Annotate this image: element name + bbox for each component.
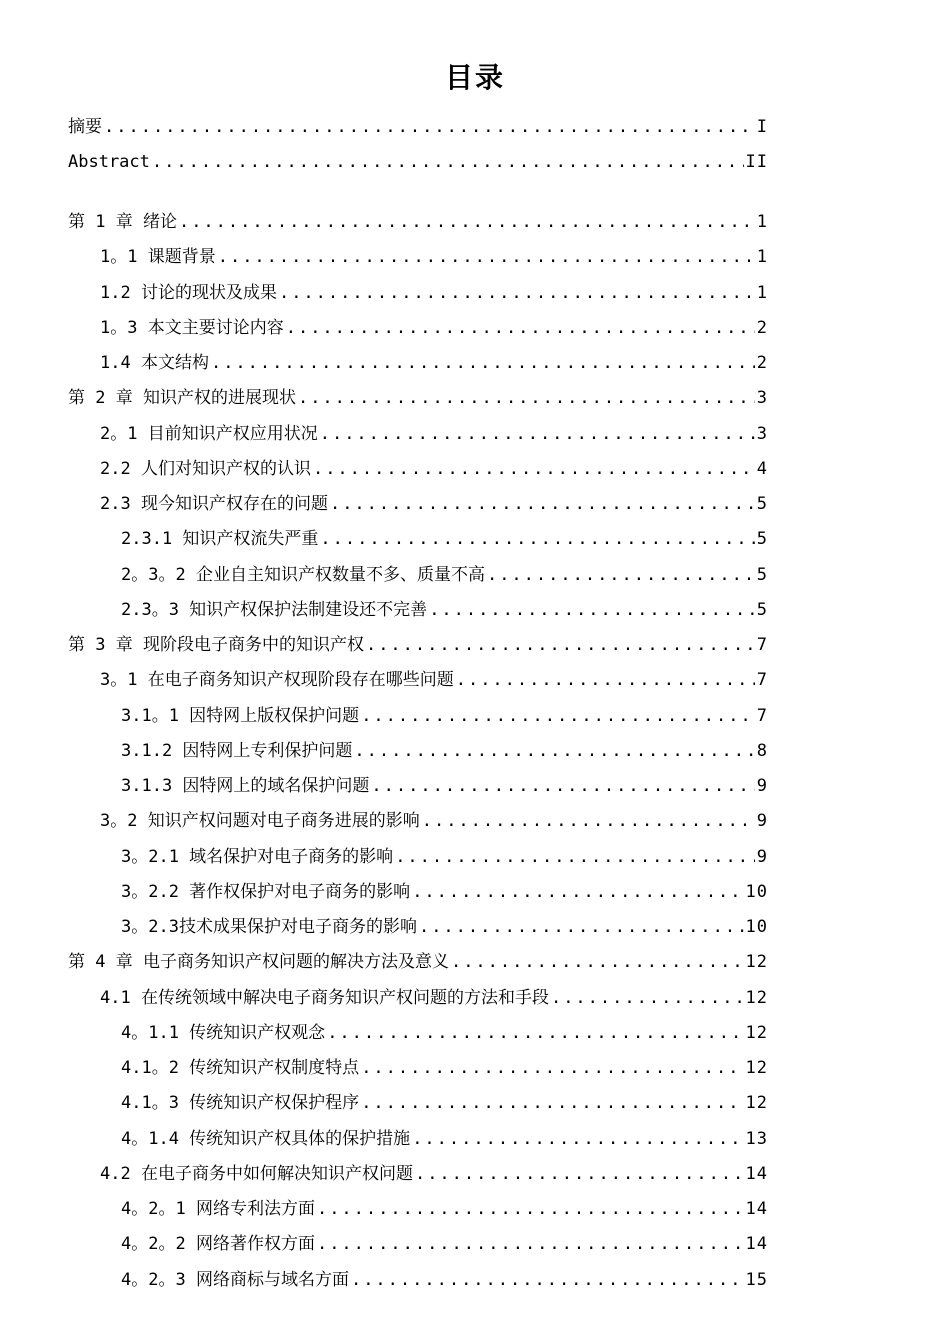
toc-dot-leader	[218, 246, 755, 268]
toc-entry-page-number: 12	[745, 987, 768, 1008]
toc-dot-leader	[371, 775, 754, 797]
toc-dot-leader	[152, 151, 744, 173]
toc-entry-page-number: 12	[745, 1058, 768, 1078]
toc-dot-leader	[361, 705, 755, 727]
toc-dot-leader	[419, 916, 744, 938]
toc-entry-page-number: 14	[745, 1199, 768, 1219]
toc-entry[interactable]	[121, 1269, 768, 1291]
toc-entry-label: 4。2。3 网络商标与域名方面	[121, 1269, 349, 1290]
toc-entry[interactable]	[121, 846, 768, 868]
toc-dot-leader	[451, 951, 744, 973]
toc-dot-leader	[320, 528, 754, 550]
toc-entry[interactable]	[68, 151, 768, 173]
toc-entry[interactable]	[100, 987, 768, 1009]
toc-entry-label: 3.1.3 因特网上的域名保护问题	[121, 776, 370, 796]
toc-dot-leader	[330, 493, 755, 515]
toc-entry[interactable]	[121, 1092, 768, 1114]
toc-entry-label: 第 3 章 现阶段电子商务中的知识产权	[68, 635, 364, 655]
toc-entry[interactable]	[100, 458, 768, 480]
toc-entry-page-number: 5	[756, 599, 768, 620]
toc-dot-leader	[279, 282, 755, 304]
toc-entry-label: 3。2.1 域名保护对电子商务的影响	[121, 846, 394, 867]
toc-entry-page-number: 15	[745, 1269, 768, 1290]
toc-entry-label: 2.3。3 知识产权保护法制建设还不完善	[121, 599, 428, 620]
toc-entry-label: 4。2。1 网络专利法方面	[121, 1199, 315, 1219]
toc-entry-page-number: 1	[756, 282, 768, 303]
toc-entry-label: 2。1 目前知识产权应用状况	[100, 423, 318, 444]
toc-dot-leader	[361, 1092, 743, 1114]
toc-entry[interactable]	[100, 317, 768, 339]
toc-entry[interactable]	[100, 669, 768, 691]
toc-entry[interactable]	[121, 564, 768, 586]
toc-entry-label: 1。1 课题背景	[100, 247, 216, 268]
toc-entry-page-number: 2	[756, 353, 768, 373]
toc-entry[interactable]	[68, 634, 768, 656]
toc-entry[interactable]	[100, 810, 768, 832]
toc-entry-label: 摘要	[68, 117, 102, 137]
toc-entry[interactable]	[121, 1233, 768, 1255]
toc-entry-label: 1。3 本文主要讨论内容	[100, 317, 284, 338]
toc-entry-page-number: 5	[756, 494, 768, 514]
toc-entry-page-number: 7	[756, 635, 768, 655]
toc-entry-label: 4。2。2 网络著作权方面	[121, 1234, 315, 1255]
toc-entry-label: 2.3.1 知识产权流失严重	[121, 529, 319, 550]
toc-entry-page-number: 10	[745, 881, 768, 902]
toc-entry-page-number: 5	[756, 564, 768, 585]
toc-entry-page-number: 7	[756, 705, 768, 726]
toc-entry-label: 4。1.1 传统知识产权观念	[121, 1022, 326, 1043]
toc-entry-page-number: 9	[756, 846, 768, 867]
toc-entry[interactable]	[68, 211, 768, 233]
toc-entry[interactable]	[100, 352, 768, 374]
toc-entry-page-number: 9	[756, 811, 768, 832]
toc-dot-leader	[351, 1269, 744, 1291]
toc-dot-leader	[317, 1198, 744, 1220]
toc-entry-label: 3。1 在电子商务知识产权现阶段存在哪些问题	[100, 670, 454, 691]
toc-entry-label: 1.2 讨论的现状及成果	[100, 282, 277, 303]
toc-dot-leader	[395, 846, 755, 868]
toc-entry[interactable]	[100, 1163, 768, 1185]
toc-entry[interactable]	[100, 423, 768, 445]
toc-entry-label: 4.1。3 传统知识产权保护程序	[121, 1093, 360, 1114]
page-title: 目录	[444, 61, 505, 94]
toc-entry[interactable]	[121, 881, 768, 903]
toc-entry-label: 4。1.4 传统知识产权具体的保护措施	[121, 1128, 411, 1149]
toc-entry-label: 3。2 知识产权问题对电子商务进展的影响	[100, 811, 420, 832]
toc-entry-label: 3。2.3技术成果保护对电子商务的影响	[121, 917, 417, 937]
toc-entry[interactable]	[100, 493, 768, 515]
toc-dot-leader	[354, 740, 754, 762]
toc-dot-leader	[313, 458, 755, 480]
toc-entry[interactable]	[121, 705, 768, 727]
toc-dot-leader	[320, 423, 755, 445]
toc-entry[interactable]	[68, 387, 768, 409]
toc-entry-label: 第 1 章 绪论	[68, 212, 177, 232]
toc-dot-leader	[366, 634, 755, 656]
toc-entry-page-number: 2	[756, 317, 768, 338]
toc-dot-leader	[429, 599, 755, 621]
toc-dot-leader	[412, 1128, 743, 1150]
toc-entry-page-number: 3	[756, 388, 768, 409]
toc-dot-leader	[104, 116, 755, 138]
toc-entry-label: 第 2 章 知识产权的进展现状	[68, 388, 296, 409]
toc-entry-label: 3.1.2 因特网上专利保护问题	[121, 740, 353, 761]
toc-dot-leader	[487, 564, 755, 586]
toc-entry[interactable]	[121, 1022, 768, 1044]
toc-entry[interactable]	[121, 916, 768, 938]
toc-entry-label: 4.1。2 传统知识产权制度特点	[121, 1058, 360, 1078]
toc-entry[interactable]	[121, 528, 768, 550]
toc-entry-page-number: 8	[756, 740, 768, 761]
toc-entry-page-number: 4	[756, 458, 768, 479]
toc-entry[interactable]	[121, 1057, 768, 1079]
toc-entry-label: 2.2 人们对知识产权的认识	[100, 458, 311, 479]
toc-dot-leader	[412, 881, 743, 903]
toc-entry-label: 4.1 在传统领域中解决电子商务知识产权问题的方法和手段	[100, 987, 549, 1008]
toc-entry-page-number: I	[756, 117, 768, 137]
toc-entry-label: Abstract	[68, 152, 150, 172]
toc-entry-label: 1.4 本文结构	[100, 353, 209, 373]
toc-dot-leader	[286, 317, 755, 339]
toc-entry-page-number: 14	[745, 1163, 768, 1184]
toc-entry-page-number: 13	[745, 1128, 768, 1149]
toc-dot-leader	[456, 669, 755, 691]
toc-entry-page-number: 10	[745, 917, 768, 937]
toc-entry[interactable]	[121, 599, 768, 621]
toc-entry-page-number: 1	[756, 212, 768, 232]
toc-entry-label: 4.2 在电子商务中如何解决知识产权问题	[100, 1163, 413, 1184]
toc-dot-leader	[179, 211, 755, 233]
toc-dot-leader	[317, 1233, 744, 1255]
toc-dot-leader	[415, 1163, 744, 1185]
toc-entry-page-number: 1	[756, 247, 768, 268]
toc-entry-label: 3.1。1 因特网上版权保护问题	[121, 705, 360, 726]
toc-entry[interactable]	[121, 740, 768, 762]
toc-dot-leader	[361, 1057, 743, 1079]
toc-dot-leader	[298, 387, 755, 409]
toc-entry[interactable]	[121, 1128, 768, 1150]
toc-entry[interactable]	[100, 282, 768, 304]
toc-entry-page-number: 7	[756, 670, 768, 691]
toc-entry[interactable]	[100, 246, 768, 268]
toc-entry[interactable]	[68, 116, 768, 138]
toc-entry[interactable]	[121, 775, 768, 797]
toc-entry-label: 3。2.2 著作权保护对电子商务的影响	[121, 881, 411, 902]
toc-entry-page-number: 12	[745, 1022, 768, 1043]
toc-dot-leader	[551, 987, 744, 1009]
toc-dot-leader	[422, 810, 755, 832]
toc-entry-label: 2。3。2 企业自主知识产权数量不多、质量不高	[121, 564, 485, 585]
toc-entry-page-number: II	[745, 152, 768, 172]
toc-entry-page-number: 3	[756, 423, 768, 444]
toc-entry-label: 第 4 章 电子商务知识产权问题的解决方法及意义	[68, 952, 449, 973]
toc-entry-label: 2.3 现今知识产权存在的问题	[100, 494, 328, 514]
toc-entry[interactable]	[68, 951, 768, 973]
toc-dot-leader	[211, 352, 755, 374]
toc-entry[interactable]	[121, 1198, 768, 1220]
toc-entry-page-number: 12	[745, 952, 768, 973]
toc-entry-page-number: 12	[745, 1093, 768, 1114]
toc-entry-page-number: 5	[756, 529, 768, 550]
toc-entry-page-number: 14	[745, 1234, 768, 1255]
toc-entry-page-number: 9	[756, 776, 768, 796]
toc-dot-leader	[327, 1022, 743, 1044]
